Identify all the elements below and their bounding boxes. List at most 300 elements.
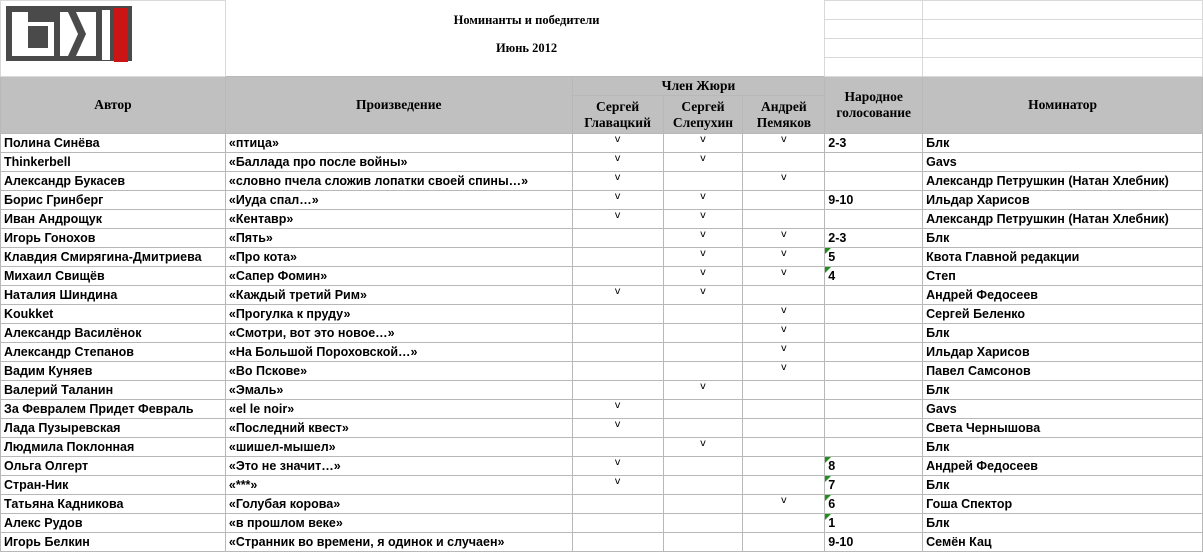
juror2-mark [663, 381, 743, 400]
author-cell [1, 248, 226, 267]
juror1-mark [572, 419, 663, 438]
work-cell [225, 267, 572, 286]
work-cell [225, 476, 572, 495]
author-cell [1, 343, 226, 362]
table-row [1, 172, 1203, 191]
comment-indicator-icon [825, 495, 831, 501]
juror3-mark-text: v [780, 172, 787, 183]
work-cell-text: «Пять» [228, 231, 273, 245]
juror1-mark-text: v [614, 191, 621, 202]
work-cell-text: «Баллада про после войны» [228, 155, 408, 169]
juror2-mark [663, 305, 743, 324]
nominator-cell-text: Александр Петрушкин (Натан Хлебник) [926, 174, 1169, 188]
juror1-mark [572, 457, 663, 476]
juror2-mark-text: v [700, 210, 706, 221]
author-cell-text: Михаил Свищёв [4, 269, 105, 283]
juror2-mark [663, 495, 743, 514]
work-cell-text: «Кентавр» [228, 212, 294, 226]
nominator-cell-text: Квота Главной редакции [926, 250, 1080, 264]
juror1-mark [572, 400, 663, 419]
work-cell [225, 457, 572, 476]
work-cell-text: «el le noir» [228, 402, 295, 416]
juror3-mark [743, 324, 825, 343]
table-row [1, 476, 1203, 495]
work-cell-text: «Последний квест» [228, 421, 349, 435]
nominator-cell-text: Сергей Беленко [926, 307, 1026, 321]
vote-cell-text: 9-10 [828, 535, 854, 549]
juror2-mark [663, 324, 743, 343]
work-cell [225, 248, 572, 267]
juror3-mark [743, 514, 825, 533]
author-cell-text: За Февралем Придет Февраль [4, 402, 194, 416]
table-row [1, 324, 1203, 343]
author-cell [1, 381, 226, 400]
nominator-cell [923, 286, 1203, 305]
juror2-mark [663, 343, 743, 362]
juror3-mark-text: v [780, 248, 787, 259]
work-cell-text: «шишел-мышел» [228, 440, 336, 454]
nominator-cell-text: Gavs [926, 402, 957, 416]
work-cell-text: «Смотри, вот это новое…» [228, 326, 395, 340]
juror1-mark-text: v [614, 153, 621, 164]
work-cell [225, 343, 572, 362]
vote-cell-text: 5 [828, 250, 836, 264]
juror3-mark-text: v [780, 495, 787, 506]
table-row [1, 381, 1203, 400]
vote-cell-text: 8 [828, 459, 836, 473]
table-row [1, 343, 1203, 362]
juror2-mark-text: v [700, 153, 706, 164]
nominator-cell-text: Gavs [926, 155, 957, 169]
author-cell [1, 267, 226, 286]
author-cell [1, 514, 226, 533]
nominator-cell [923, 134, 1203, 153]
author-cell [1, 153, 226, 172]
juror2-mark [663, 153, 743, 172]
juror2-mark-text: v [700, 438, 706, 449]
juror2-mark [663, 419, 743, 438]
vote-cell [825, 362, 923, 381]
juror1-mark [572, 362, 663, 381]
vote-cell [825, 533, 923, 552]
author-cell [1, 476, 226, 495]
nominator-cell-text: Света Чернышова [926, 421, 1041, 435]
table-row [1, 419, 1203, 438]
vote-cell [825, 514, 923, 533]
table-row [1, 229, 1203, 248]
nominator-cell-text: Андрей Федосеев [926, 459, 1038, 473]
juror2-mark-text: v [700, 229, 706, 240]
table-row [1, 191, 1203, 210]
juror1-mark-text: v [614, 286, 621, 297]
juror2-mark [663, 438, 743, 457]
author-cell-text: Татьяна Кадникова [4, 497, 124, 511]
vote-cell [825, 457, 923, 476]
comment-indicator-icon [825, 267, 831, 273]
juror3-mark-text: v [780, 324, 787, 335]
juror3-mark [743, 343, 825, 362]
nominator-cell-text: Ильдар Харисов [926, 345, 1030, 359]
author-cell-text: Борис Гринберг [4, 193, 104, 207]
header-jury: Член Жюри [572, 77, 825, 96]
juror3-mark-text: v [780, 362, 787, 373]
juror2-mark [663, 457, 743, 476]
vote-cell [825, 324, 923, 343]
nominator-cell [923, 495, 1203, 514]
table-row [1, 286, 1203, 305]
vote-cell [825, 248, 923, 267]
nominator-cell-text: Блк [926, 383, 950, 397]
work-cell [225, 229, 572, 248]
juror2-mark [663, 400, 743, 419]
table-row [1, 400, 1203, 419]
table-row [1, 305, 1203, 324]
juror3-mark [743, 495, 825, 514]
author-cell-text: Ольга Олгерт [4, 459, 89, 473]
vote-cell [825, 495, 923, 514]
work-cell [225, 400, 572, 419]
work-cell-text: «Голубая корова» [228, 497, 341, 511]
nominator-cell-text: Блк [926, 231, 950, 245]
work-cell [225, 419, 572, 438]
work-cell [225, 210, 572, 229]
juror3-mark [743, 191, 825, 210]
author-cell-text: Александр Степанов [4, 345, 134, 359]
juror1-mark-text: v [614, 400, 621, 411]
author-cell [1, 457, 226, 476]
table-row [1, 210, 1203, 229]
juror2-mark [663, 286, 743, 305]
juror2-mark [663, 514, 743, 533]
juror2-mark [663, 476, 743, 495]
work-cell [225, 362, 572, 381]
juror3-mark [743, 210, 825, 229]
author-cell [1, 495, 226, 514]
author-cell-text: Полина Синёва [4, 136, 100, 150]
header-work: Произведение [225, 77, 572, 134]
vote-cell [825, 419, 923, 438]
juror2-mark [663, 134, 743, 153]
author-cell-text: Валерий Таланин [4, 383, 114, 397]
vote-cell [825, 286, 923, 305]
work-cell [225, 381, 572, 400]
juror1-mark [572, 191, 663, 210]
juror3-mark [743, 229, 825, 248]
juror3-mark [743, 381, 825, 400]
juror1-mark [572, 343, 663, 362]
juror1-mark-text: v [614, 210, 621, 221]
work-cell-text: «Сапер Фомин» [228, 269, 328, 283]
work-cell-text: «в прошлом веке» [228, 516, 343, 530]
juror2-mark [663, 533, 743, 552]
author-cell-text: Наталия Шиндина [4, 288, 118, 302]
work-cell [225, 438, 572, 457]
vote-cell-text: 6 [828, 497, 836, 511]
author-cell [1, 419, 226, 438]
juror2-mark-text: v [700, 134, 706, 145]
juror1-mark [572, 381, 663, 400]
juror1-mark-text: v [614, 419, 621, 430]
header-author: Автор [1, 77, 226, 134]
vote-cell [825, 438, 923, 457]
nominator-cell [923, 533, 1203, 552]
work-cell-text: «Эмаль» [228, 383, 284, 397]
author-cell [1, 400, 226, 419]
work-cell [225, 134, 572, 153]
author-cell [1, 210, 226, 229]
juror1-mark-text: v [614, 134, 621, 145]
author-cell-text: Вадим Куняев [4, 364, 93, 378]
nominator-cell [923, 153, 1203, 172]
vote-cell [825, 134, 923, 153]
juror2-mark-text: v [700, 286, 706, 297]
author-cell-text: Клавдия Смирягина-Дмитриева [4, 250, 202, 264]
work-cell [225, 305, 572, 324]
juror3-mark [743, 476, 825, 495]
nominator-cell [923, 229, 1203, 248]
juror1-mark [572, 514, 663, 533]
header-juror-3: Андрей Пемяков [743, 96, 825, 134]
juror3-mark-text: v [780, 229, 787, 240]
table-row [1, 248, 1203, 267]
vote-cell-text: 7 [828, 478, 836, 492]
work-cell-text: «Каждый третий Рим» [228, 288, 367, 302]
nominator-cell [923, 267, 1203, 286]
vote-cell-text: 1 [828, 516, 836, 530]
work-cell [225, 191, 572, 210]
nominator-cell-text: Павел Самсонов [926, 364, 1031, 378]
juror2-mark [663, 191, 743, 210]
nominator-cell [923, 476, 1203, 495]
juror2-mark-text: v [700, 191, 706, 202]
table-row [1, 495, 1203, 514]
header-juror-1: Сергей Главацкий [572, 96, 663, 134]
juror1-mark [572, 248, 663, 267]
juror1-mark [572, 134, 663, 153]
juror3-mark [743, 419, 825, 438]
work-cell-text: «Это не значит…» [228, 459, 341, 473]
nominator-cell [923, 191, 1203, 210]
table-row [1, 134, 1203, 153]
author-cell-text: Koukket [4, 307, 54, 321]
nominator-cell [923, 210, 1203, 229]
juror1-mark [572, 172, 663, 191]
header-people-vote: Народное голосование [825, 77, 923, 134]
table-row [1, 438, 1203, 457]
author-cell-text: Алекс Рудов [4, 516, 83, 530]
work-cell-text: «словно пчела сложив лопатки своей спины…» [228, 174, 529, 188]
nominator-cell-text: Степ [926, 269, 956, 283]
table-row [1, 267, 1203, 286]
work-cell-text: «Странник во времени, я одинок и случаен» [228, 535, 505, 549]
work-cell-text: «Иуда спал…» [228, 193, 319, 207]
juror3-mark [743, 457, 825, 476]
nominator-cell [923, 324, 1203, 343]
juror3-mark [743, 438, 825, 457]
nominator-cell-text: Блк [926, 136, 950, 150]
nominator-cell-text: Гоша Спектор [926, 497, 1013, 511]
author-cell [1, 324, 226, 343]
juror3-mark-text: v [780, 134, 787, 145]
vote-cell [825, 343, 923, 362]
header-nominator: Номинатор [923, 77, 1203, 134]
juror3-mark [743, 153, 825, 172]
author-cell-text: Иван Андрощук [4, 212, 103, 226]
nominator-cell-text: Семён Кац [926, 535, 992, 549]
juror3-mark [743, 267, 825, 286]
table-row [1, 362, 1203, 381]
work-cell [225, 286, 572, 305]
vote-cell [825, 305, 923, 324]
vote-cell [825, 172, 923, 191]
juror3-mark [743, 248, 825, 267]
juror2-mark [663, 229, 743, 248]
juror2-mark-text: v [700, 267, 706, 278]
juror2-mark-text: v [700, 248, 706, 259]
nominator-cell [923, 400, 1203, 419]
juror1-mark [572, 229, 663, 248]
author-cell-text: Стран-Ник [4, 478, 69, 492]
table-row [1, 153, 1203, 172]
vote-cell [825, 210, 923, 229]
nominator-cell-text: Блк [926, 326, 950, 340]
juror3-mark-text: v [780, 305, 787, 316]
nominator-cell [923, 172, 1203, 191]
juror1-mark [572, 476, 663, 495]
juror1-mark [572, 305, 663, 324]
table-row [1, 457, 1203, 476]
juror1-mark-text: v [614, 172, 621, 183]
vote-cell [825, 267, 923, 286]
author-cell-text: Людмила Поклонная [4, 440, 135, 454]
work-cell-text: «Про кота» [228, 250, 297, 264]
work-cell-text: «Во Пскове» [228, 364, 308, 378]
juror2-mark [663, 210, 743, 229]
comment-indicator-icon [825, 514, 831, 520]
comment-indicator-icon [825, 476, 831, 482]
nominator-cell [923, 362, 1203, 381]
work-cell-text: «птица» [228, 136, 279, 150]
juror2-mark [663, 362, 743, 381]
page-title: Номинанты и победители [453, 12, 600, 27]
juror3-mark-text: v [780, 343, 787, 354]
juror3-mark [743, 533, 825, 552]
vote-cell [825, 400, 923, 419]
nominator-cell-text: Андрей Федосеев [926, 288, 1038, 302]
juror3-mark [743, 362, 825, 381]
nominee-rows [1, 134, 1203, 552]
work-cell [225, 172, 572, 191]
vote-cell-text: 4 [828, 269, 836, 283]
author-cell [1, 191, 226, 210]
vote-cell [825, 381, 923, 400]
author-cell [1, 362, 226, 381]
work-cell [225, 495, 572, 514]
nominator-cell [923, 305, 1203, 324]
author-cell [1, 533, 226, 552]
juror1-mark [572, 495, 663, 514]
author-cell-text: Игорь Белкин [4, 535, 90, 549]
logo [2, 4, 136, 62]
juror3-mark [743, 134, 825, 153]
nominator-cell-text: Блк [926, 516, 950, 530]
vote-cell-text: 9-10 [828, 193, 854, 207]
work-cell [225, 324, 572, 343]
nominator-cell [923, 419, 1203, 438]
vote-cell [825, 153, 923, 172]
vote-cell-text: 2-3 [828, 231, 847, 245]
author-cell-text: Лада Пузыревская [4, 421, 121, 435]
author-cell [1, 438, 226, 457]
work-cell [225, 533, 572, 552]
author-cell-text: Александр Букасев [4, 174, 126, 188]
work-cell [225, 514, 572, 533]
juror3-mark [743, 305, 825, 324]
juror3-mark [743, 286, 825, 305]
table-row [1, 533, 1203, 552]
juror1-mark [572, 324, 663, 343]
author-cell [1, 229, 226, 248]
header-juror-2: Сергей Слепухин [663, 96, 743, 134]
nominator-cell [923, 457, 1203, 476]
juror1-mark-text: v [614, 457, 621, 468]
work-cell-text: «***» [228, 478, 258, 492]
vote-cell-text: 2-3 [828, 136, 847, 150]
juror2-mark [663, 248, 743, 267]
vote-cell [825, 476, 923, 495]
page-subtitle: Июнь 2012 [495, 40, 558, 55]
author-cell-text: Игорь Гонохов [4, 231, 96, 245]
vote-cell [825, 229, 923, 248]
author-cell [1, 134, 226, 153]
author-cell-text: Thinkerbell [4, 155, 71, 169]
juror2-mark [663, 267, 743, 286]
juror1-mark-text: v [614, 476, 621, 487]
nominator-cell-text: Блк [926, 478, 950, 492]
comment-indicator-icon [825, 457, 831, 463]
nominator-cell [923, 381, 1203, 400]
author-cell [1, 286, 226, 305]
vote-cell [825, 191, 923, 210]
work-cell-text: «Прогулка к пруду» [228, 307, 351, 321]
juror3-mark [743, 172, 825, 191]
juror1-mark [572, 153, 663, 172]
table-row [1, 514, 1203, 533]
juror3-mark-text: v [780, 267, 787, 278]
nominator-cell [923, 343, 1203, 362]
juror2-mark [663, 172, 743, 191]
juror1-mark [572, 267, 663, 286]
work-cell-text: «На Большой Пороховской…» [228, 345, 418, 359]
nominator-cell [923, 438, 1203, 457]
nominator-cell-text: Блк [926, 440, 950, 454]
juror1-mark [572, 210, 663, 229]
author-cell [1, 172, 226, 191]
nominator-cell-text: Ильдар Харисов [926, 193, 1030, 207]
author-cell-text: Александр Василёнок [4, 326, 142, 340]
work-cell [225, 153, 572, 172]
author-cell [1, 305, 226, 324]
juror3-mark [743, 400, 825, 419]
nominator-cell-text: Александр Петрушкин (Натан Хлебник) [926, 212, 1169, 226]
juror1-mark [572, 438, 663, 457]
nominator-cell [923, 248, 1203, 267]
juror1-mark [572, 533, 663, 552]
juror1-mark [572, 286, 663, 305]
comment-indicator-icon [825, 248, 831, 254]
nominator-cell [923, 514, 1203, 533]
juror2-mark-text: v [700, 381, 706, 392]
